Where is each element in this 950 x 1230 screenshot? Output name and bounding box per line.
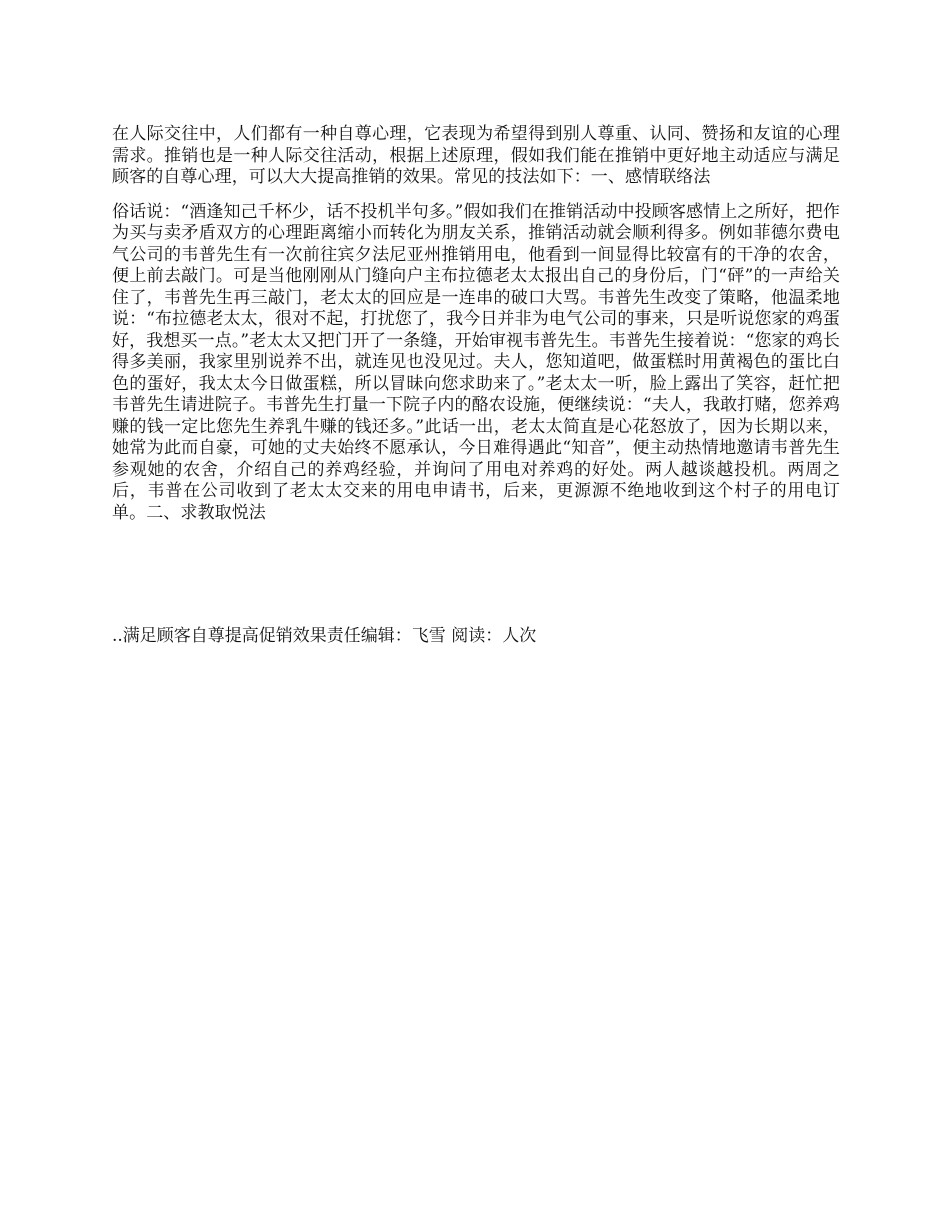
paragraph-intro: 在人际交往中，人们都有一种自尊心理，它表现为希望得到别人尊重、认同、赞扬和友谊的心理需求。推销也是一种人际交往活动，根据上述原理，假如我们能在推销中更好地主动适应与满足顾客的自尊心理，可以大大提高推销的效果。常见的技法如下：一、感情联络法 bbox=[112, 124, 840, 187]
document-body bbox=[112, 124, 840, 524]
article-footer: ..满足顾客自尊提高促销效果责任编辑：飞雪 阅读：人次 bbox=[112, 626, 537, 646]
paragraph-emotional-bond: 俗话说：“酒逢知己千杯少，话不投机半句多。”假如我们在推销活动中投顾客感情上之所好，把作为买与卖矛盾双方的心理距离缩小而转化为朋友关系，推销活动就会顺利得多。例如菲德尔费电气公司的韦普先生有一次前往宾夕法尼亚州推销用电，他看到一间显得比较富有的干净的农舍，便上前去敲门。可是当他刚刚从门缝向户主布拉德老太太报出自己的身份后，门“砰”的一声给关住了，韦普先生再三敲门，老太太的回应是一连串的破口大骂。韦普先生改变了策略，他温柔地说：“布拉德老太太，很对不起，打扰您了，我今日并非为电气公司的事来，只是听说您家的鸡蛋好，我想买一点。”老太太又把门开了一条缝，开始审视韦普先生。韦普先生接着说：“您家的鸡长得多美丽，我家里别说养不出，就连见也没见过。夫人，您知道吧，做蛋糕时用黄褐色的蛋比白色的蛋好，我太太今日做蛋糕，所以冒昧向您求助来了。”老太太一听，脸上露出了笑容，赶忙把韦普先生请进院子。韦普先生打量一下院子内的酪农设施，便继续说：“夫人，我敢打赌，您养鸡赚的钱一定比您先生养乳牛赚的钱还多。”此话一出，老太太简直是心花怒放了，因为长期以来，她常为此而自豪，可她的丈夫始终不愿承认，今日难得遇此“知音”，便主动热情地邀请韦普先生参观她的农舍，介绍自己的养鸡经验，并询问了用电对养鸡的好处。两人越谈越投机。两周之后，韦普在公司收到了老太太交来的用电申请书，后来，更源源不绝地收到这个村子的用电订单。二、求教取悦法 bbox=[112, 201, 840, 523]
